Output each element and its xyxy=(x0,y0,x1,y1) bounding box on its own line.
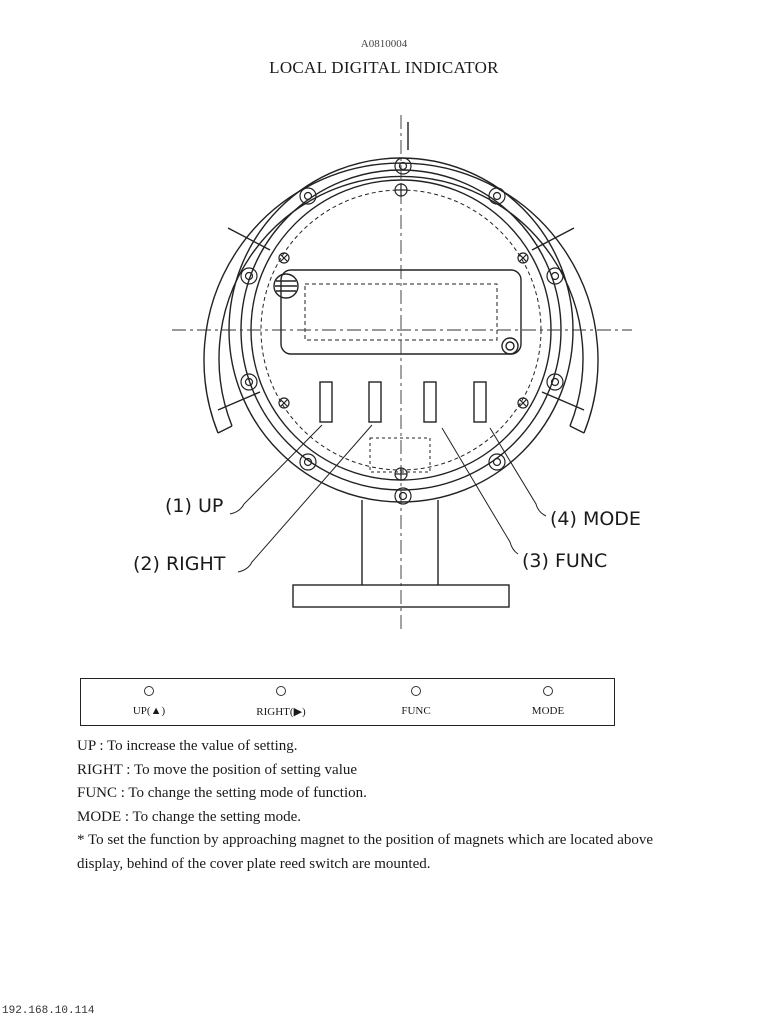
panel-button-up xyxy=(89,679,209,717)
callout-func: (3) FUNC xyxy=(522,550,608,572)
panel-label-func: FUNC xyxy=(401,705,431,717)
func-indicator-icon xyxy=(411,686,421,696)
up-indicator-icon xyxy=(144,686,154,696)
desc-func: FUNC : To change the setting mode of function. xyxy=(77,785,367,801)
callout-right: (2) RIGHT xyxy=(133,553,226,575)
page-title: LOCAL DIGITAL INDICATOR xyxy=(269,58,499,77)
panel-label-up: UP(▲) xyxy=(132,705,166,717)
panel-button-mode xyxy=(488,679,608,717)
mode-indicator-icon xyxy=(543,686,553,696)
callout-mode: (4) MODE xyxy=(550,508,641,530)
button-panel xyxy=(80,678,615,726)
document-code: A0810004 xyxy=(360,38,408,50)
desc-up: UP : To increase the value of setting. xyxy=(77,738,298,754)
desc-mode: MODE : To change the setting mode. xyxy=(77,808,302,825)
right-indicator-icon xyxy=(276,686,286,696)
desc-right: RIGHT : To move the position of setting value xyxy=(77,761,358,778)
footer-ip: 192.168.10.114 xyxy=(2,1005,95,1017)
panel-label-mode: MODE xyxy=(531,705,565,717)
callout-up: (1) UP xyxy=(165,495,224,517)
panel-button-right xyxy=(221,679,341,718)
description-block xyxy=(77,735,697,876)
panel-button-func xyxy=(356,679,476,717)
panel-label-right: RIGHT(▶) xyxy=(256,706,306,718)
desc-note: * To set the function by approaching magnet to the position of magnets which are located above display, behind of the cover plate reed switch are mounted. xyxy=(77,832,654,872)
